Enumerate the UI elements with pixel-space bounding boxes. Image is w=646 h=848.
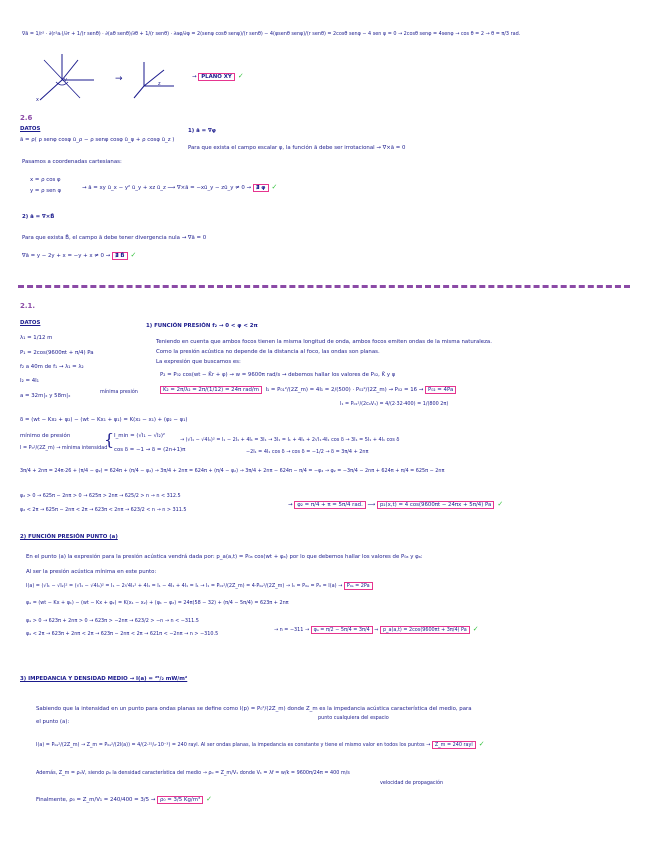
part-2-cond-2: φₐ < 2π → 623π + 2nπ < 2π → 623π − 2nπ < 2π → 621π < −2nπ → n > −310.5 — [26, 631, 219, 637]
question-1-head: 1) ā = ∇φ — [188, 128, 216, 134]
brace-icon: { — [104, 430, 115, 449]
arrow-icon: → — [115, 74, 123, 84]
datos-vector: ā = ρ( ρ senφ cosφ ū_ρ − ρ senφ cosφ ū_φ + ρ cosφ ū_z ) — [20, 137, 175, 143]
part-1-eq-3: I₁ = P₀₁²/(2c₀V₁) = 4/(2·32·400) = 1/(800 2π) — [340, 401, 449, 407]
rho-eq: Finalmente, ρ₀ = Z_m/V₁ = 240/400 = 3/5 → — [36, 797, 156, 803]
part-3-text-2: el punto (a): — [36, 719, 70, 725]
axes-3d-diagram — [32, 52, 112, 102]
phase-long-eq: 3π/4 + 2nπ = 24π·26 + (π/4 − φ₂) = 624π + (π/4 − φ₂) → 3π/4 + 2nπ = 624π + (π/4 − φ₂) → 3π/4 + 2nπ − 624π − π/4 = −φ₂ → φ₂ = −3π/4 − 2nπ + 624π + π/4 = 625π − 2nπ — [20, 468, 445, 474]
min-result-2: −2I₁ = 4I₁ cos δ → cos δ = −1/2 → δ = 3π/4 + 2nπ — [246, 449, 369, 455]
divergence-equation: ∇ā = 1/r² · ∂(r²aᵣ)/∂r + 1/(r senθ) · ∂(aθ senθ)/∂θ + 1/(r senθ) · ∂aφ/∂φ = 2(senφ cosθ senφ)/(r senθ) − 4(φsenθ senφ)/(r senθ) = 2cosθ senφ − 4 sen φ = 0 → 2cosθ senφ = 4senφ → cos θ = 2 → θ = π/3 rad. — [22, 31, 521, 37]
part-1-text-3: La expresión que buscamos es: — [156, 359, 241, 365]
no-b-box: ∄ B̄ — [112, 252, 128, 260]
axis-x-label: x — [36, 97, 39, 103]
axis-y-label: y — [64, 77, 67, 83]
part-2-eq-2: φₐ = (wt − Kx + φ₁) − (wt − Kx + φ₂) = K(x₁ − x₂) + (φ₁ − φ₂) = 24π(58 − 32) + (π/4 − 5π/4) = 623π + 2nπ — [26, 600, 289, 606]
zm-box: Z_m = 240 rayl — [432, 741, 476, 749]
dato-i2: I₂ = 4I₁ — [20, 378, 39, 384]
part-2-head: 2) FUNCIÓN PRESIÓN PUNTO (a) — [20, 534, 118, 540]
min-result-1: → (√I₁ − √4I₁)² = I₁ − 2I₁ + 4I₁ = 3I₁ → 3I₁ = I₁ + 4I₁ + 2√I₁·4I₁ cos δ → 3I₁ = 5I₁ + 4I₁ cos δ — [180, 437, 400, 443]
part-2-result: → n = −311 → φₐ = π/2 − 5π/4 = 3π/4 ⇒ p_a(a,t) = 2cos(9600πt + 3π/4) Pa ✓ — [274, 625, 479, 633]
datos-title: DATOS — [20, 126, 41, 132]
phi-result: → φ₂ = π/4 + π = 5π/4 rad. ⟶ p₂(x,t) = 4 cos(9600πt − 24πx + 5π/4) Pa ✓ — [288, 500, 504, 508]
section-number-26: 2.6 — [20, 114, 33, 122]
part-2-text-2: Al ser la presión acústica mínima en este punto: — [26, 569, 157, 575]
check-icon: ✓ — [237, 72, 244, 80]
dato-lambda: λ₁ = 1/12 m — [20, 335, 53, 341]
section-number-21: 2.1. — [20, 302, 36, 310]
check-icon: ✓ — [130, 251, 137, 259]
axes-plane-diagram — [134, 60, 184, 100]
dato-f2: f₂ a 40m de f₁ → λ₁ = λ₂ — [20, 364, 84, 370]
p0-box: P₀₂ = 4Pa — [425, 386, 456, 394]
part-3-vnote: velocidad de propagación — [380, 780, 444, 786]
check-icon: ✓ — [497, 500, 504, 508]
phia-box: φₐ = π/2 − 5π/4 = 3π/4 — [311, 626, 373, 634]
question-2-text: Para que exista B̄, el campo ā debe tener divergencia nula → ∇ā = 0 — [22, 235, 207, 241]
part-2-text-1: En el punto (a) la expresión para la presión acústica vendrá dada por: p_a(a,t) = P₀ₐ cos(wt + φₐ) por lo que debemos hallar los valores de P₀ₐ y φₐ: — [26, 554, 423, 560]
plano-result: → PLANO XY ✓ — [192, 72, 244, 80]
check-icon: ✓ — [206, 795, 212, 803]
check-icon: ✓ — [271, 183, 278, 191]
min-cond-2: cos δ = −1 → δ = (2n+1)π — [114, 447, 186, 453]
part-1-eq-2 — [160, 387, 456, 393]
part-3-text-3: Además, Z_m = ρ₀V, siendo ρ₀ la densidad característica del medio → ρ₀ = Z_m/V₁ donde V₁ = λf = w/k = 9600π/24π = 400 m/s — [36, 770, 350, 776]
part-1-eq-1: P₂ = P₀₂ cos(wt − K̄r + φ) → w = 9600π rad/s → debemos hallar los valores de P₀₂, K̄ y φ — [160, 372, 396, 378]
pasamos-text: Pasamos a coordenadas cartesianas: — [22, 159, 122, 165]
plano-box: PLANO XY — [198, 73, 235, 81]
i-eq: I₁ = P₀₁²/(2Z_m) = 4I₁ = 2/(500) · P₀₂²/(2Z_m) → P₀₂ = 16 → — [265, 387, 424, 393]
cart-result — [82, 183, 277, 191]
question-1-text: Para que exista el campo escalar φ, la función ā debe ser irrotacional → ∇×ā = 0 — [188, 145, 406, 151]
div-eq: ∇ā = y − 2y + x = −y + x ≠ 0 → — [22, 253, 111, 259]
pa-box: P₀ₐ = 2Pa — [344, 582, 373, 590]
part-2-cond-1: φₐ > 0 → 623π + 2nπ > 0 → 623π > −2nπ → 623/2 > −n → n < −311.5 — [26, 618, 199, 624]
axis-z-label: z — [158, 81, 161, 87]
part-3-final — [36, 795, 212, 803]
rho-box: ρ₀ = 3/5 Kg/m³ — [157, 796, 203, 804]
part-1-text-1: Teniendo en cuenta que ambos focos tienen la misma longitud de onda, ambos focos emiten ondas de la misma naturaleza. — [156, 339, 492, 345]
section-divider — [18, 285, 630, 288]
part-3-eq-1 — [36, 740, 485, 749]
delta-eq: δ = (wt − Kx₂ + φ₂) − (wt − Kx₁ + φ₁) = K(x₂ − x₁) + (φ₂ − φ₁) — [20, 417, 188, 423]
min-pressure-label: mínimo de presión — [20, 433, 71, 439]
cart-y: y = ρ sen φ — [30, 188, 62, 194]
part-2-eq-1 — [26, 584, 373, 590]
question-2-eq — [22, 251, 136, 259]
n-value: → n = −311 → — [274, 627, 310, 633]
part-1-text-2: Como la presión acústica no depende de la distancia al foco, las ondas son planas. — [156, 349, 380, 355]
pressure-result-box: p₂(x,t) = 4 cos(9600πt − 24πx + 5π/4) Pa — [377, 501, 494, 509]
part-3-head: 3) IMPEDANCIA Y DENSIDAD MEDIO → I(a) = ²⁵/₂ mW/m² — [20, 676, 188, 682]
min-cond-1: I_min = (√I₁ − √I₂)² — [114, 433, 166, 439]
cond-1: φ₂ > 0 → 625π − 2nπ > 0 → 625π > 2nπ → 625/2 > n → n < 312.5 — [20, 493, 181, 499]
question-2-head: 2) ā = ∇×B̄ — [22, 214, 55, 220]
dato-p1: P₁ = 2cos(9600πt + π/4) Pa — [20, 350, 94, 356]
dato-min: mínima presión — [100, 389, 138, 395]
part-1-head: 1) FUNCIÓN PRESIÓN f₂ → 0 < φ < 2π — [146, 323, 258, 329]
part-3-note: punto cualquiera del espacio — [318, 715, 389, 721]
datos-title-21: DATOS — [20, 320, 41, 326]
phi-box: φ₂ = π/4 + π = 5π/4 rad. — [294, 501, 366, 509]
no-phi-box: ∄ φ — [253, 184, 269, 192]
zm-eq: I(a) = P₀ₐ²/(2Z_m) → Z_m = P₀ₐ²/(2I(a)) = 4/(2·²⁵/₂·10⁻³) = 240 rayl. Al ser ondas planas, la impedancia es constante y tiene el mismo valor en todos los puntos → — [36, 742, 431, 748]
dato-a: a = 32m|ₓ y 58m|ₓ — [20, 393, 71, 399]
ia-eq: I(a) = (√I₁ − √I₂)² = (√I₁ − √4I₁)² = I₁ − 2√4I₁² + 4I₁ = I₁ − 4I₁ + 4I₁ = I₁ → I₁ = P₀₁²/(2Z_m) = 4·P₀ₐ²/(2Z_m) → I₁ = P₀ₐ = P₀ = I(a) → — [26, 583, 343, 589]
cond-2: φ₂ < 2π → 625π − 2nπ < 2π → 623π < 2nπ → 623/2 < n → n > 311.5 — [20, 507, 187, 513]
check-icon: ✓ — [472, 625, 479, 633]
min-intensity: I = P₀²/(2Z_m) → mínima intensidad — [20, 445, 108, 451]
cart-result-eq: → ā = xy ū_x − y² ū_y + xz ū_z ⟶ ∇×ā = −xū_y − zū_y ≠ 0 → — [82, 185, 252, 191]
part-3-text-1: Sabiendo que la intensidad en un punto para ondas planas se define como I(p) = P₀²/(2Z_m) donde Z_m es la impedancia acústica característica del medio, para — [36, 706, 472, 712]
k-box: K₂ = 2π/λ₂ = 2π/(1/12) = 24π rad/m — [160, 386, 262, 394]
pressure-a-box: p_a(a,t) = 2cos(9600πt + 3π/4) Pa — [380, 626, 470, 634]
cart-x: x = ρ cos φ — [30, 177, 61, 183]
check-icon: ✓ — [478, 740, 485, 748]
